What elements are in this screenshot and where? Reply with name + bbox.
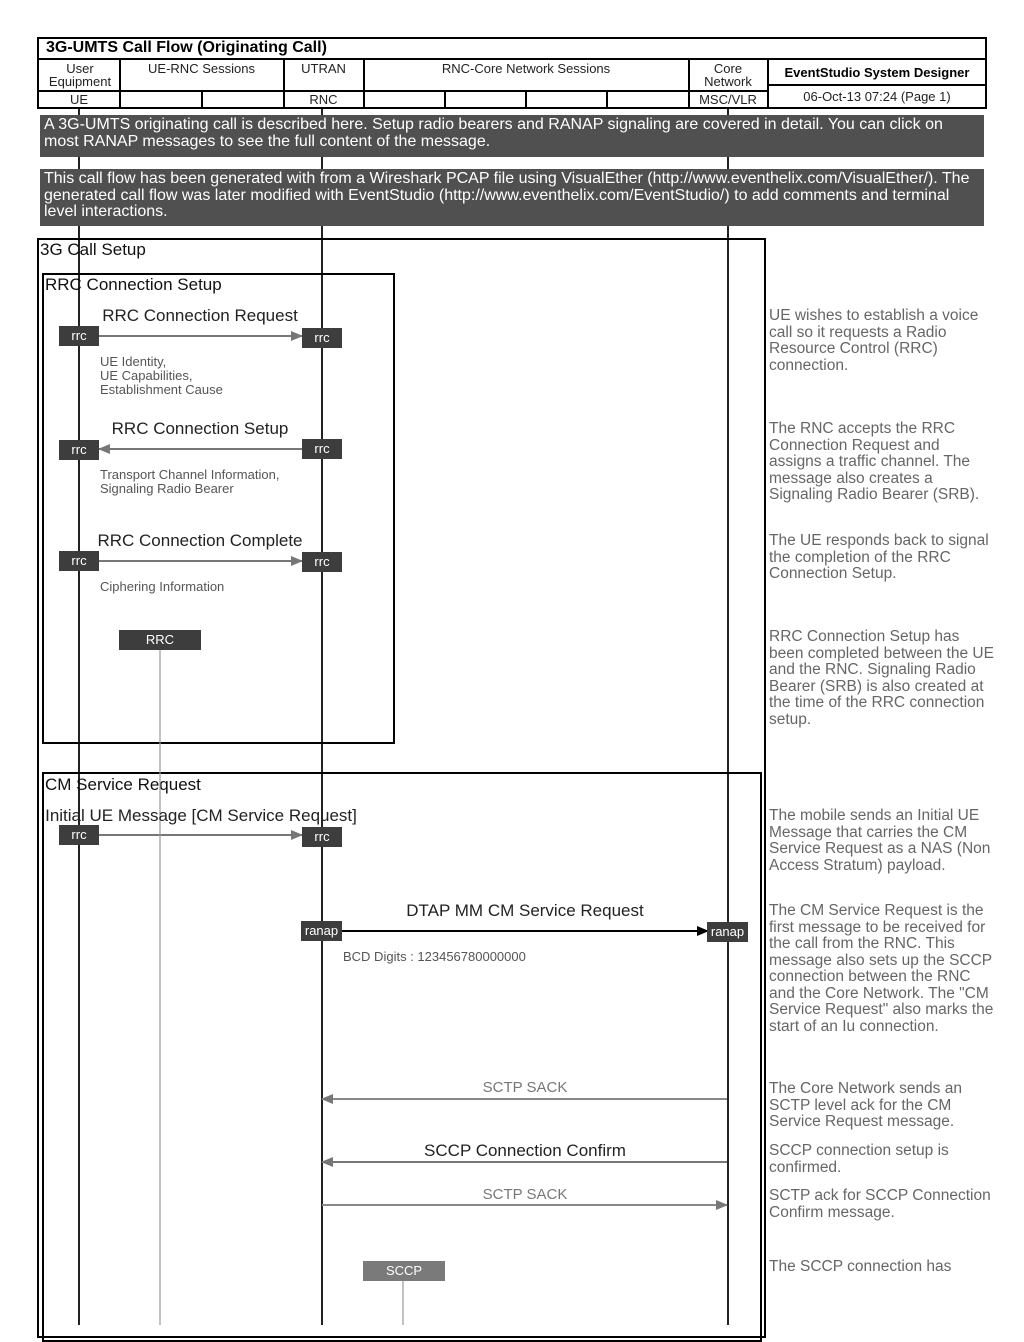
tag-rrc: rrc [302, 552, 342, 572]
header-col-divider [606, 90, 608, 108]
header-col-divider [444, 90, 446, 108]
tag-rrc: rrc [302, 827, 342, 847]
entity-rnc: RNC [309, 92, 338, 107]
tool-name: EventStudio System Designer [784, 65, 970, 80]
generated-banner: This call flow has been generated with from a Wireshark PCAP file using VisualEther (http://www.eventhelix.com/VisualEther/). The generated call flow was later modified with EventStudio (http://www.eventhelix.com/EventStudio/) to add comments and terminal level interactions. [40, 169, 984, 226]
group-utran: UTRAN [301, 61, 346, 76]
params-dtap-cm-service-request: BCD Digits : 123456780000000 [343, 949, 526, 964]
msg-rrc-connection-request[interactable]: RRC Connection Request [102, 306, 298, 325]
msg-sctp-sack-2[interactable]: SCTP SACK [482, 1186, 568, 1203]
date-page: 06-Oct-13 07:24 (Page 1) [803, 89, 951, 104]
msg-rrc-connection-complete[interactable]: RRC Connection Complete [97, 531, 303, 550]
group-user-equipment: User Equipment [48, 61, 112, 89]
group-core-network: Core Network [704, 61, 752, 89]
tag-rrc: rrc [302, 328, 342, 348]
msg-sctp-sack-1[interactable]: SCTP SACK [482, 1079, 568, 1096]
note-rrc-setup: The RNC accepts the RRC Connection Request and assigns a traffic channel. The message also creates a Signaling Radio Bearer (SRB). [769, 420, 980, 503]
tag-rrc: rrc [59, 326, 99, 346]
tag-rrc: rrc [302, 439, 342, 459]
params-rrc-connection-setup: Transport Channel Information, Signaling Radio Bearer [100, 467, 280, 496]
note-sccp-connection: The SCCP connection has [769, 1258, 952, 1275]
state-rrc: RRC [119, 630, 201, 650]
intro-banner: A 3G-UMTS originating call is described here. Setup radio bearers and RANAP signaling are covered in detail. You can click on most RANAP messages to see the full content of the message. [40, 115, 984, 157]
msg-sccp-connection-confirm[interactable]: SCCP Connection Confirm [424, 1141, 626, 1160]
note-cm-service: The CM Service Request is the first message to be received for the call from the RNC. This message also sets up the SCCP connection between the RNC and the Core Network. The "CM Service Request" also marks the start of an Iu connection. [769, 902, 994, 1035]
header-divider [38, 58, 986, 60]
rrc-setup-label: RRC Connection Setup [45, 275, 222, 294]
tag-rrc: rrc [59, 825, 99, 845]
cm-service-box [42, 772, 762, 1342]
header-divider [38, 90, 768, 92]
state-sccp: SCCP [363, 1261, 445, 1281]
params-rrc-connection-complete: Ciphering Information [100, 579, 225, 594]
note-rrc-complete: The UE responds back to signal the completion of the RRC Connection Setup. [769, 532, 989, 582]
msg-initial-ue-message[interactable]: Initial UE Message [CM Service Request] [45, 806, 357, 825]
call-setup-label: 3G Call Setup [40, 240, 146, 259]
tag-rrc: rrc [59, 440, 99, 460]
tag-rrc: rrc [59, 551, 99, 571]
group-ue-rnc-sessions: UE-RNC Sessions [148, 61, 255, 76]
cm-service-label: CM Service Request [45, 775, 201, 794]
params-rrc-connection-request: UE Identity, UE Capabilities, Establishment Cause [100, 354, 223, 397]
group-rnc-core-sessions: RNC-Core Network Sessions [441, 61, 611, 76]
note-sctp-sack-2: SCTP ack for SCCP Connection Confirm message. [769, 1187, 991, 1221]
tag-ranap: ranap [707, 922, 748, 942]
header-title: 3G-UMTS Call Flow (Originating Call) [46, 39, 327, 56]
entity-msc-vlr: MSC/VLR [699, 92, 757, 107]
msg-rrc-connection-setup[interactable]: RRC Connection Setup [111, 419, 289, 438]
tag-ranap: ranap [301, 921, 342, 941]
msg-dtap-cm-service-request[interactable]: DTAP MM CM Service Request [406, 901, 644, 920]
header-divider [768, 84, 986, 86]
note-rrc-request: UE wishes to establish a voice call so it requests a Radio Resource Control (RRC) connection. [769, 307, 979, 374]
note-sccp-confirm: SCCP connection setup is confirmed. [769, 1142, 949, 1176]
note-initial-ue: The mobile sends an Initial UE Message that carries the CM Service Request as a NAS (Non Access Stratum) payload. [769, 807, 991, 874]
note-rrc-done: RRC Connection Setup has been completed between the UE and the RNC. Signaling Radio Bearer (SRB) is also created at the time of the RRC connection setup. [769, 628, 994, 728]
note-sctp-sack-1: The Core Network sends an SCTP level ack for the CM Service Request message. [769, 1080, 962, 1130]
header-col-divider [525, 90, 527, 108]
entity-ue: UE [69, 92, 89, 107]
header-col-divider [201, 90, 203, 108]
